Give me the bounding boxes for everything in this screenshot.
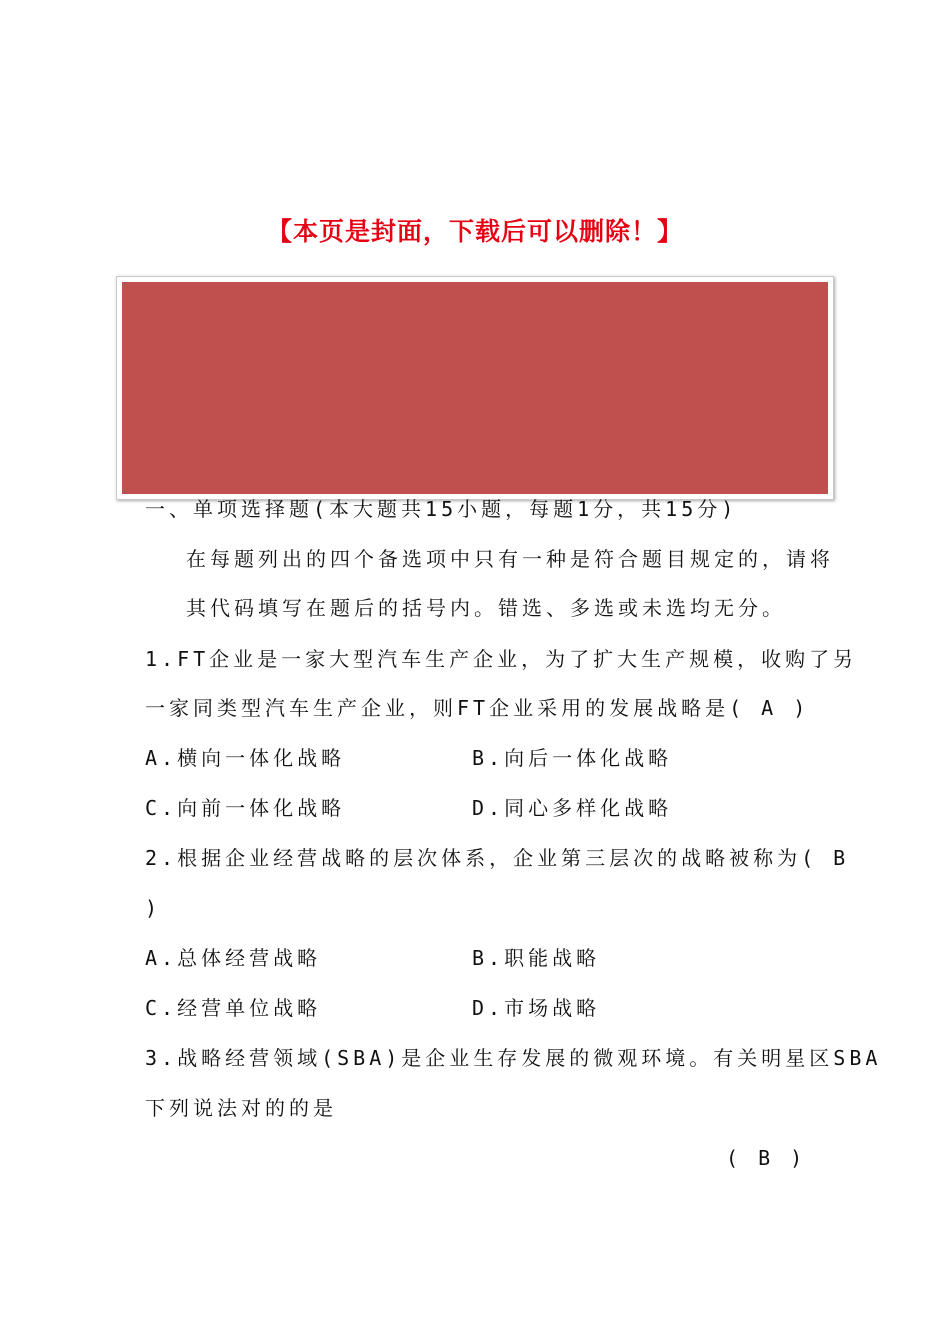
question-3-answer: ( B )	[726, 1146, 807, 1170]
question-2-option-d: D.市场战略	[472, 996, 601, 1020]
question-1-option-a: A.横向一体化战略	[145, 746, 346, 770]
question-1-stem-line-1: 1.FT企业是一家大型汽车生产企业，为了扩大生产规模，收购了另	[145, 647, 858, 671]
question-1-stem-line-2: 一家同类型汽车生产企业，则FT企业采用的发展战略是( A )	[145, 696, 810, 720]
question-2-stem-line-2: )	[145, 896, 162, 920]
question-1-option-b: B.向后一体化战略	[472, 746, 673, 770]
question-2-option-a: A.总体经营战略	[145, 946, 322, 970]
question-1-option-c: C.向前一体化战略	[145, 796, 346, 820]
cover-image-frame	[116, 276, 834, 500]
instruction-line-1: 在每题列出的四个备选项中只有一种是符合题目规定的，请将	[186, 547, 834, 571]
question-3-stem-line-1: 3.战略经营领域(SBA)是企业生存发展的微观环境。有关明星区SBA	[145, 1046, 882, 1070]
section-heading: 一、单项选择题(本大题共15小题，每题1分，共15分)	[145, 497, 738, 521]
cover-image-block	[122, 282, 828, 494]
question-2-stem-line-1: 2.根据企业经营战略的层次体系，企业第三层次的战略被称为( B	[145, 846, 850, 870]
question-1-option-d: D.同心多样化战略	[472, 796, 673, 820]
question-2-option-b: B.职能战略	[472, 946, 601, 970]
question-3-stem-line-2: 下列说法对的的是	[145, 1096, 337, 1120]
cover-notice: 【本页是封面，下载后可以删除！】	[266, 217, 683, 246]
question-2-option-c: C.经营单位战略	[145, 996, 322, 1020]
instruction-line-2: 其代码填写在题后的括号内。错选、多选或未选均无分。	[186, 596, 786, 620]
